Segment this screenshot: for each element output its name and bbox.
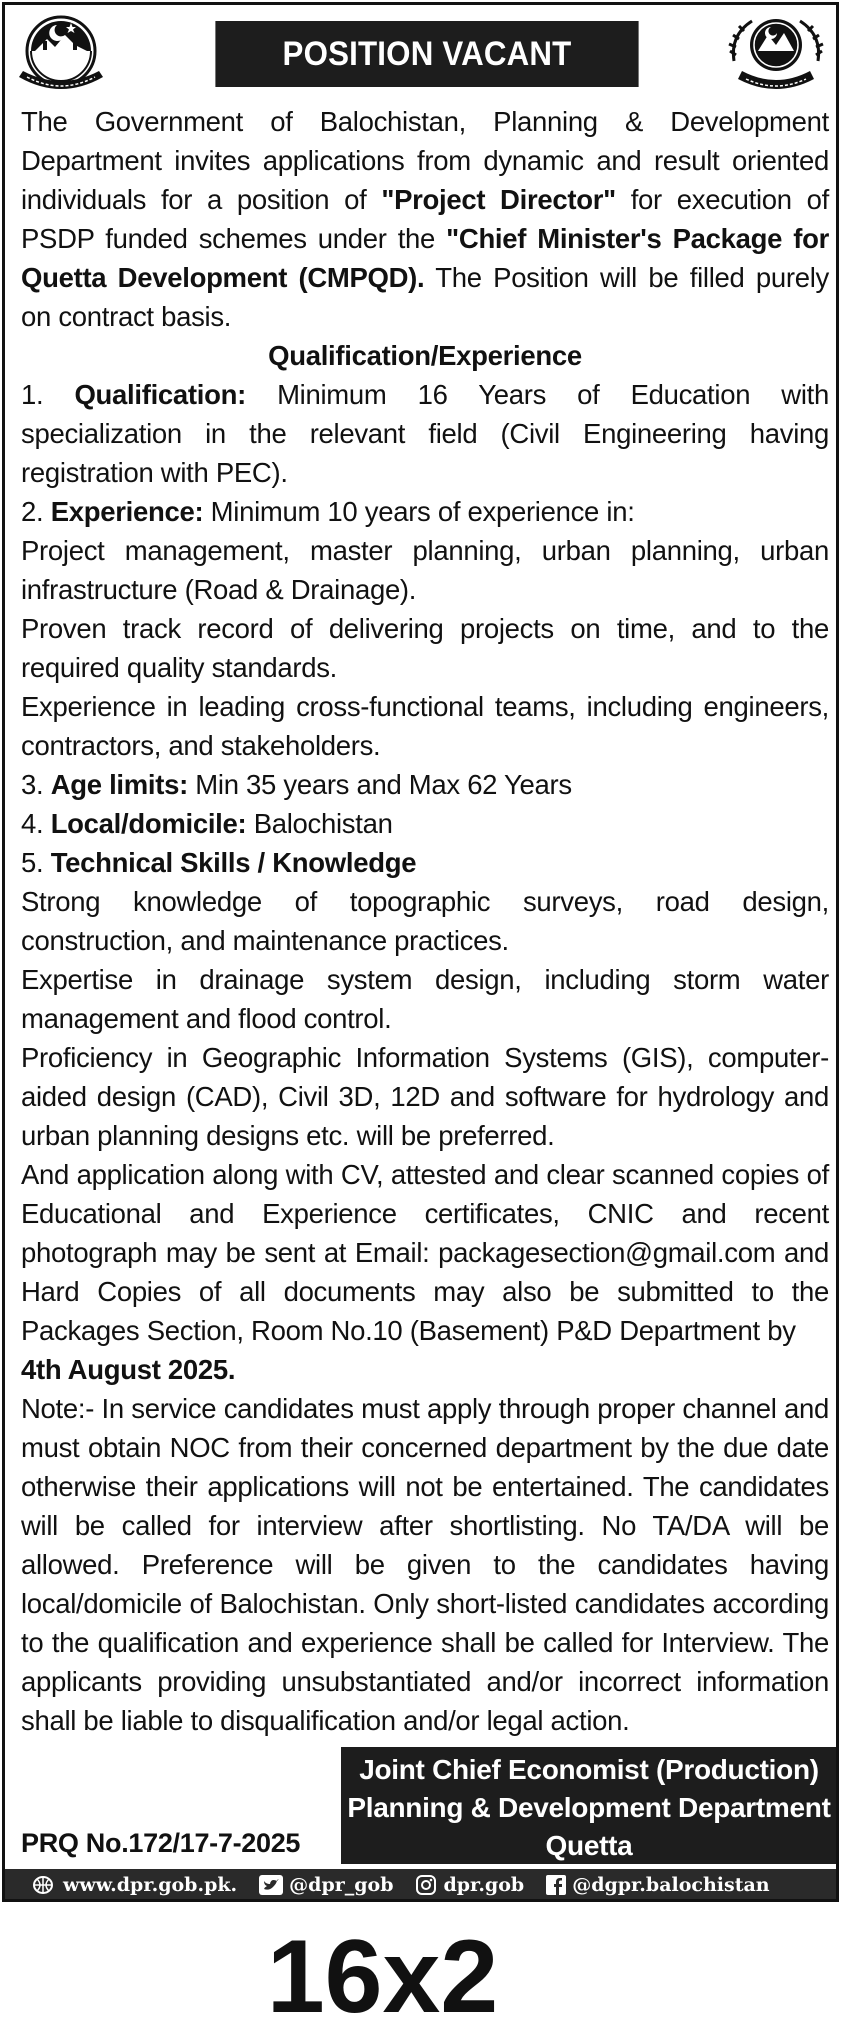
section-heading: Qualification/Experience xyxy=(268,340,582,371)
experience-line: Experience in leading cross-functional teams, including engineers, contractors, and stakeholders. xyxy=(21,691,829,761)
page-title: POSITION VACANT xyxy=(215,21,638,87)
domicile-item: 4. Local/domicile: Balochistan xyxy=(21,808,393,839)
footer-website[interactable]: www.dpr.gob.pk. xyxy=(31,1874,237,1896)
signatory-title: Joint Chief Economist (Production) xyxy=(359,1754,819,1785)
footer-instagram[interactable]: dpr.gob xyxy=(415,1874,524,1896)
application-instructions: And application along with CV, attested and clear scanned copies of Educational and Experience certificates, CNIC and recent photograph may be sent at Email: packagesection@gmail.com and Hard Copies of all documents may also be submitted to the Packages Section, Room No.10 (Basement) P&D Department by 4th August 2025. xyxy=(21,1159,829,1385)
signatory-department: Planning & Development Department xyxy=(347,1792,831,1823)
intro-text: The Position will be filled purely on contract basis. xyxy=(21,262,829,332)
skill-line: Strong knowledge of topographic surveys, road design, construction, and maintenance practices. xyxy=(21,886,829,956)
qualification-item: 1. Qualification: Minimum 16 Years of Education with specialization in the relevant field (Civil Engineering having registration with PEC). xyxy=(21,379,829,488)
skill-line: Expertise in drainage system design, including storm water management and flood control. xyxy=(21,964,829,1034)
note-paragraph: Note:- In service candidates must apply through proper channel and must obtain NOC from their concerned department by the due date otherwise their applications will not be entertained. The candidates will be called for interview after shortlisting. No TA/DA will be allowed. Preference will be given to the candidates having local/domicile of Balochistan. Only short-listed candidates according to the qualification and experience shall be called for Interview. The applicants providing unsubstantiated and/or incorrect information shall be liable to disqualification and/or legal action. xyxy=(21,1393,829,1736)
instagram-icon xyxy=(415,1874,437,1896)
footer-facebook[interactable]: @dgpr.balochistan xyxy=(546,1874,769,1896)
experience-line: Proven track record of delivering projects on time, and to the required quality standards. xyxy=(21,613,829,683)
footer-bar xyxy=(5,1869,836,1900)
balochistan-government-emblem-icon xyxy=(13,11,109,97)
intro-paragraph xyxy=(21,102,829,336)
technical-skills-item: 5. Technical Skills / Knowledge xyxy=(21,847,417,878)
advertisement-body xyxy=(21,102,829,1740)
prq-number: PRQ No.172/17-7-2025 xyxy=(21,1828,301,1858)
footer-twitter[interactable]: @dpr_gob xyxy=(259,1874,393,1896)
signatory-city: Quetta xyxy=(545,1830,633,1861)
facebook-icon xyxy=(546,1875,566,1895)
experience-line: Project management, master planning, urban planning, urban infrastructure (Road & Drainage). xyxy=(21,535,829,605)
advertisement xyxy=(2,2,839,1902)
planning-development-emblem-icon xyxy=(724,11,828,97)
ad-size-label: 16x2 xyxy=(266,1919,499,2035)
experience-item: 2. Experience: Minimum 10 years of experience in: xyxy=(21,496,635,527)
age-limit-item: 3. Age limits: Min 35 years and Max 62 Years xyxy=(21,769,572,800)
position-title: "Project Director" xyxy=(381,184,616,215)
twitter-icon xyxy=(259,1875,283,1895)
skill-line: Proficiency in Geographic Information Systems (GIS), computer-aided design (CAD), Civil 3D, 12D and software for hydrology and urban planning designs etc. will be preferred. xyxy=(21,1042,829,1151)
signature-block xyxy=(341,1747,837,1864)
intro-text: The Government of Balochistan, Planning & Development Department invites applications from dynamic and result oriented individuals for a position of xyxy=(21,106,829,215)
deadline: 4th August 2025. xyxy=(21,1354,236,1385)
globe-icon xyxy=(31,1875,57,1895)
package-name: "Chief Minister's Package for Quetta Development (CMPQD). xyxy=(21,223,829,293)
intro-text: for execution of PSDP funded schemes under the xyxy=(21,184,829,254)
